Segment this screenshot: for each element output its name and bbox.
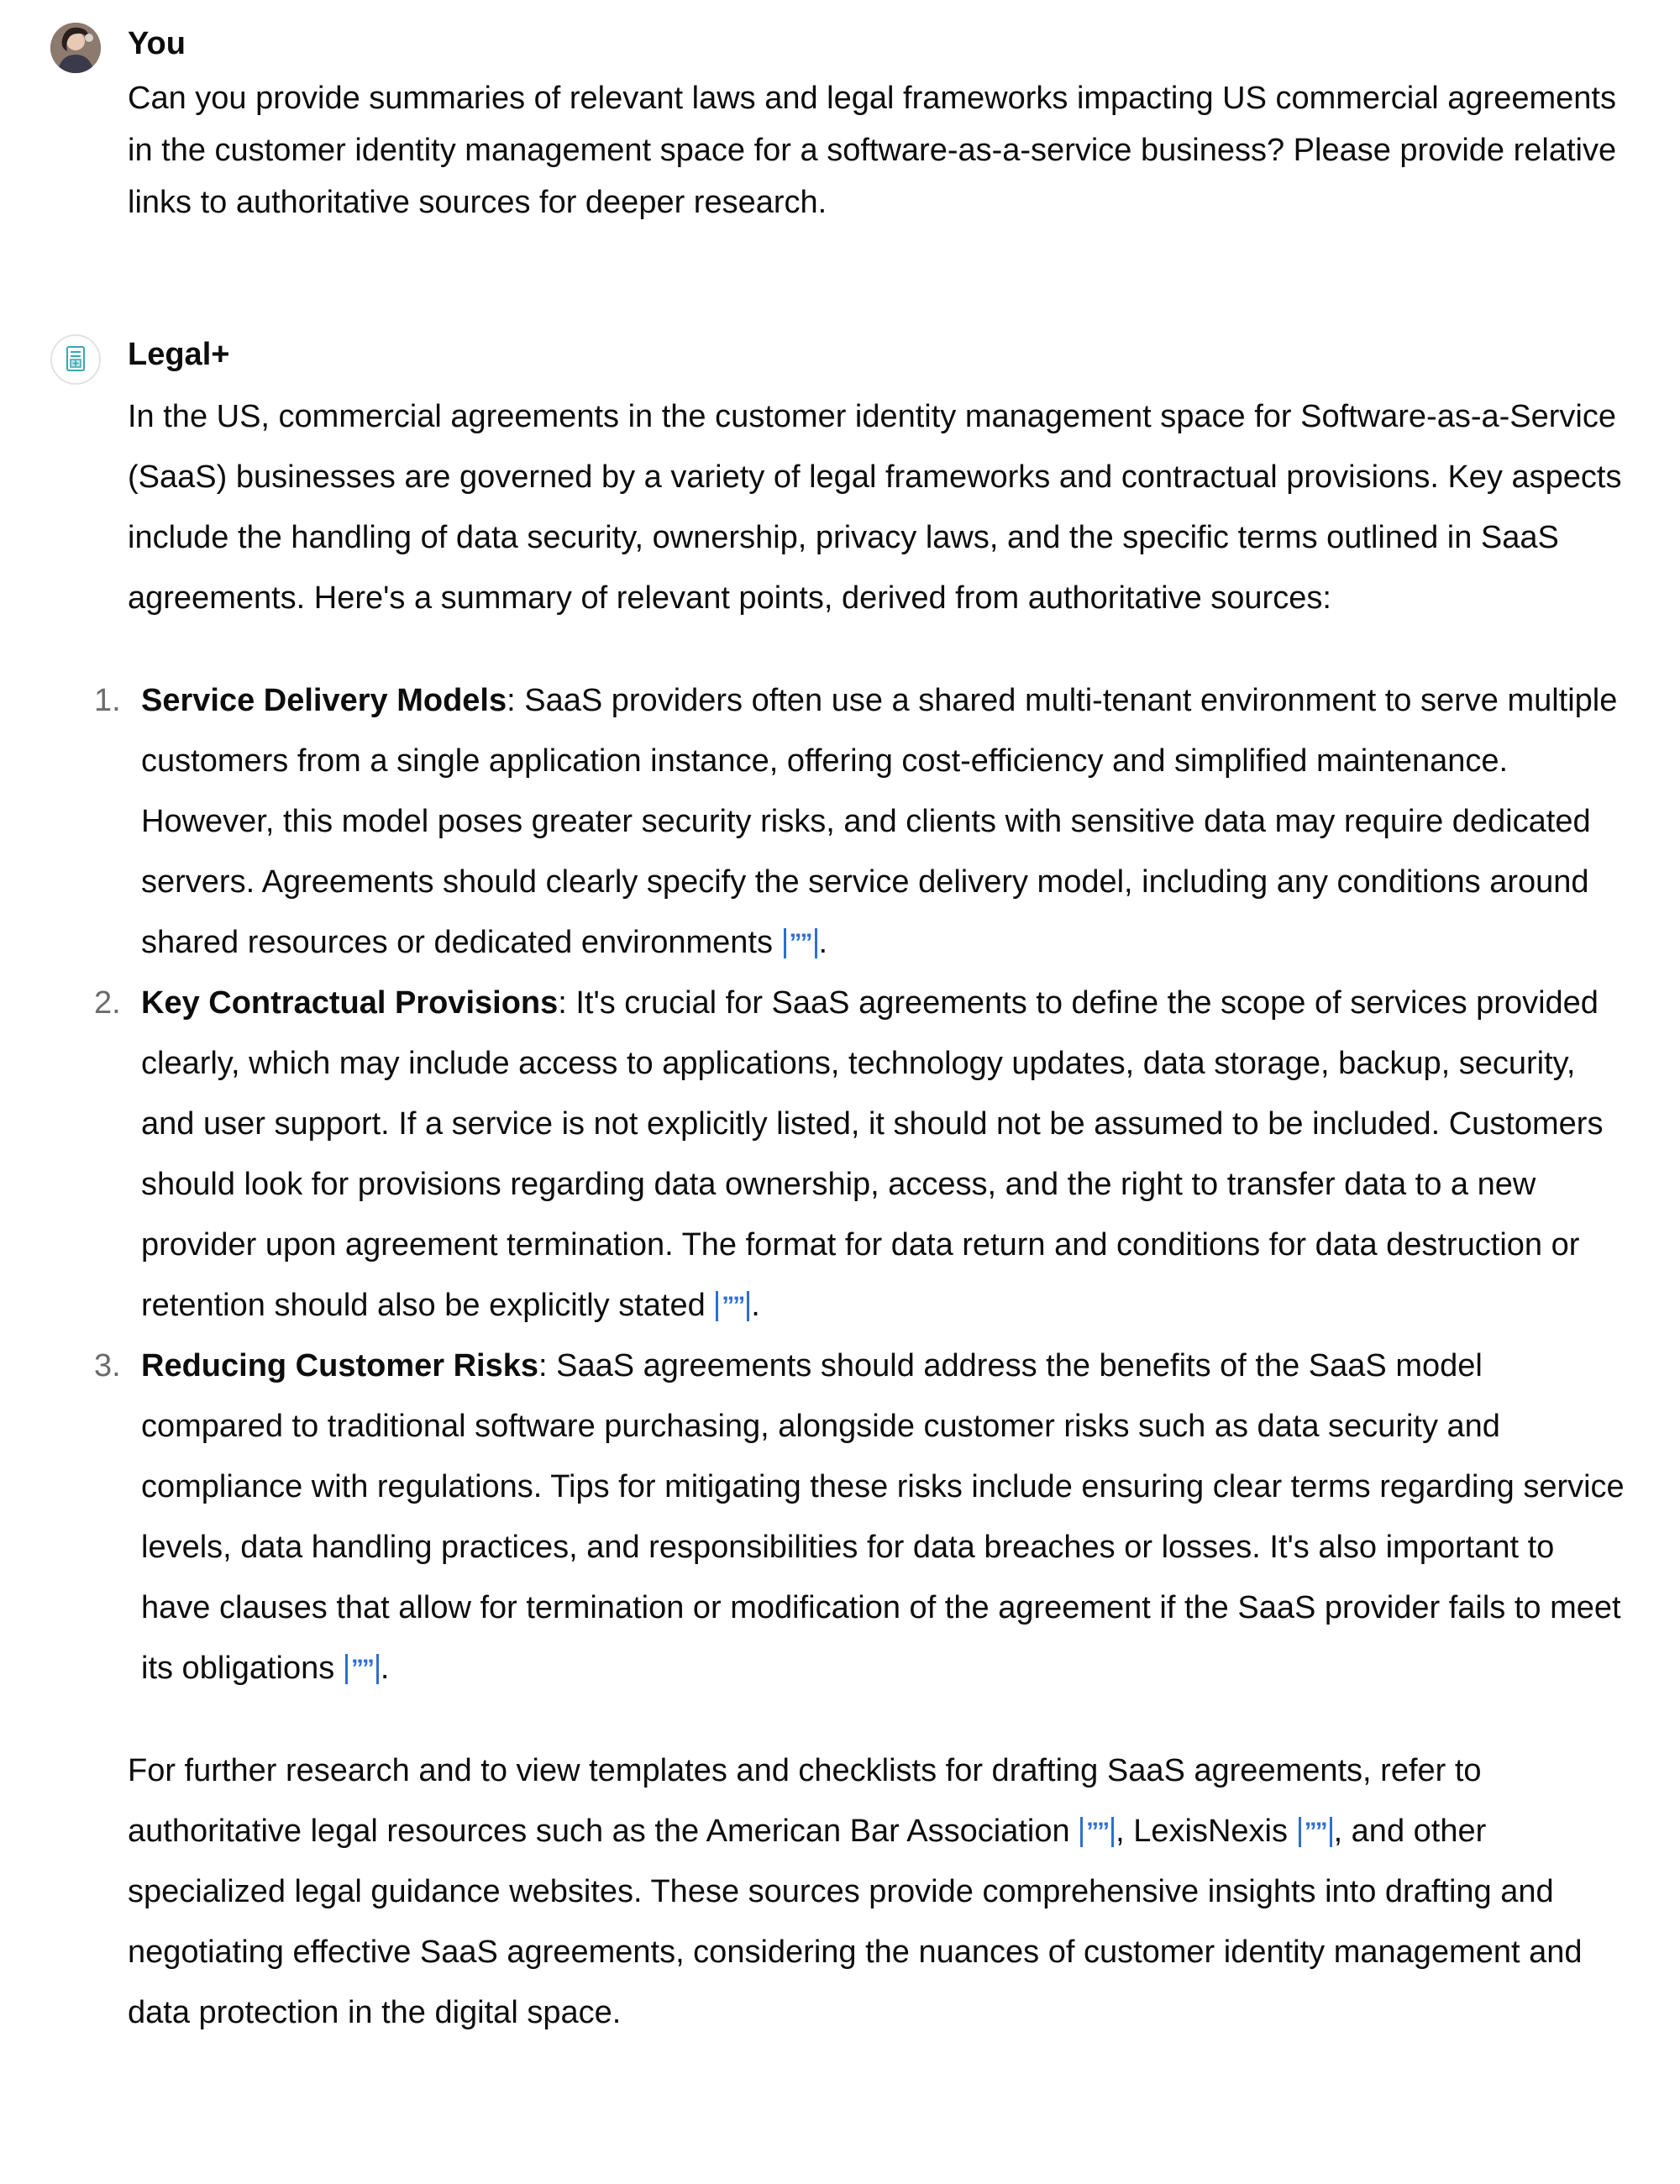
list-item-text: : SaaS providers often use a shared multi-tenant environment to serve multiple customers from a single application instance, offering cost-efficiency and simplified maintenance. However, this model poses greater security risks, and clients with sensitive data may require dedicated servers. Agreements should clearly specify the service delivery model, including any conditions around shared resources or dedicated environments bbox=[141, 683, 1618, 960]
assistant-message-body bbox=[94, 386, 1631, 2043]
list-item bbox=[94, 973, 1631, 1336]
list-item-title: Key Contractual Provisions bbox=[141, 985, 559, 1021]
user-author-name: You bbox=[128, 26, 186, 61]
assistant-intro: In the US, commercial agreements in the customer identity management space for Software-as-a-Service (SaaS) businesses are governed by a variety of legal frameworks and contractual provisions. Key aspects include the handling of data security, ownership, privacy laws, and the specific terms outlined in SaaS agreements. Here's a summary of relevant points, derived from authoritative sources: bbox=[128, 399, 1622, 616]
list-item-number: 3. bbox=[94, 1348, 121, 1383]
list-item bbox=[94, 670, 1631, 973]
citation-link-aba[interactable]: ”” bbox=[1080, 1817, 1114, 1847]
closing-text-3: , and other specialized legal guidance websites. These sources provide comprehensive insights into drafting and negotiating effective SaaS agreements, considering the nuances of customer identity management and data protection in the digital space. bbox=[128, 1814, 1583, 2030]
list-item-number: 1. bbox=[94, 683, 121, 718]
list-item-end: . bbox=[818, 925, 828, 960]
list-item-end: . bbox=[751, 1288, 760, 1323]
closing-text-2: , LexisNexis bbox=[1116, 1814, 1297, 1849]
closing-text-1: For further research and to view templates and checklists for drafting SaaS agreements, refer to authoritative legal resources such as the American Bar Association bbox=[128, 1753, 1482, 1849]
citation-link[interactable]: ”” bbox=[716, 1291, 749, 1321]
citation-link-lexisnexis[interactable]: ”” bbox=[1299, 1817, 1332, 1847]
list-item-text: : SaaS agreements should address the benefits of the SaaS model compared to traditional software purchasing, alongside customer risks such as data security and compliance with regulations. Tips for mitigating these risks include ensuring clear terms regarding service levels, data handling practices, and responsibilities for data breaches or losses. It's also important to have clauses that allow for termination or modification of the agreement if the SaaS provider fails to meet its obligations bbox=[141, 1348, 1625, 1686]
list-item-number: 2. bbox=[94, 985, 121, 1021]
legal-document-icon bbox=[50, 334, 101, 385]
citation-link[interactable]: ”” bbox=[345, 1654, 379, 1684]
user-photo-icon bbox=[50, 23, 101, 73]
list-item-title: Reducing Customer Risks bbox=[141, 1348, 538, 1383]
citation-link[interactable]: ”” bbox=[784, 928, 817, 958]
user-message-text: Can you provide summaries of relevant laws and legal frameworks impacting US commercial agreements in the customer identity management space for a software-as-a-service business? Please provide relative links to authoritative sources for deeper research. bbox=[128, 81, 1617, 220]
list-item bbox=[94, 1336, 1631, 1698]
points-list bbox=[94, 670, 1631, 1698]
assistant-closing bbox=[128, 1740, 1631, 2043]
assistant-author-name: Legal+ bbox=[128, 337, 230, 372]
list-item-text: : It's crucial for SaaS agreements to define the scope of services provided clearly, which may include access to applications, technology updates, data storage, backup, security, and user support. If a service is not explicitly listed, it should not be assumed to be included. Customers should look for provisions regarding data ownership, access, and the right to transfer data to a new provider upon agreement termination. The format for data return and conditions for data destruction or retention should also be explicitly stated bbox=[141, 985, 1604, 1323]
list-item-end: . bbox=[380, 1651, 390, 1686]
list-item-title: Service Delivery Models bbox=[141, 683, 507, 718]
